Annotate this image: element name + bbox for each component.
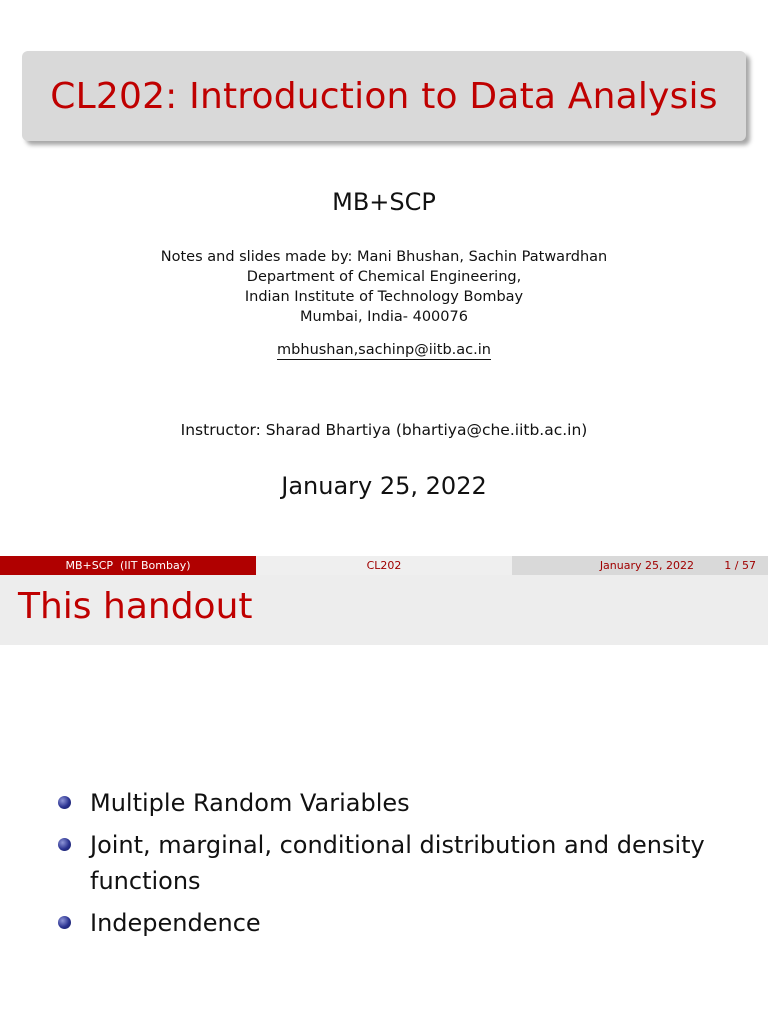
email-link[interactable]: mbhushan,sachinp@iitb.ac.in <box>277 342 491 358</box>
bullet-icon <box>58 916 71 929</box>
author-notes <box>0 247 768 327</box>
slide-title: CL202: Introduction to Data Analysis <box>50 75 718 117</box>
presentation-date: January 25, 2022 <box>281 472 487 500</box>
list-item <box>58 785 748 821</box>
bullet-icon <box>58 838 71 851</box>
bullet-text: Multiple Random Variables <box>90 789 410 817</box>
bullet-text: Independence <box>90 909 261 937</box>
footer-course-text: CL202 <box>366 559 402 572</box>
notes-line: Notes and slides made by: Mani Bhushan, Sachin Patwardhan <box>160 249 608 265</box>
notes-line: Mumbai, India- 400076 <box>300 309 468 325</box>
list-item <box>58 905 748 941</box>
bullet-icon <box>58 796 71 809</box>
content-slide <box>0 575 768 1024</box>
list-item <box>58 827 748 899</box>
bullet-list <box>58 785 748 947</box>
title-box <box>22 51 746 141</box>
footer-author <box>0 556 256 575</box>
footer-bar <box>0 556 768 575</box>
notes-line: Department of Chemical Engineering, <box>246 269 522 285</box>
notes-line: Indian Institute of Technology Bombay <box>244 289 524 305</box>
footer-page-number: 1 / 57 <box>724 559 756 572</box>
bullet-text: Joint, marginal, conditional distribution and density functions <box>90 831 705 895</box>
email-line <box>0 342 768 358</box>
author: MB+SCP <box>332 188 436 216</box>
footer-author-text: MB+SCP (IIT Bombay) <box>65 559 191 572</box>
footer-right <box>512 556 768 575</box>
frame-title: This handout <box>18 586 253 627</box>
footer-course <box>256 556 512 575</box>
frame-title-bar <box>0 575 768 645</box>
footer-date: January 25, 2022 <box>599 559 694 572</box>
instructor: Instructor: Sharad Bhartiya (bhartiya@che.iitb.ac.in) <box>180 421 588 439</box>
